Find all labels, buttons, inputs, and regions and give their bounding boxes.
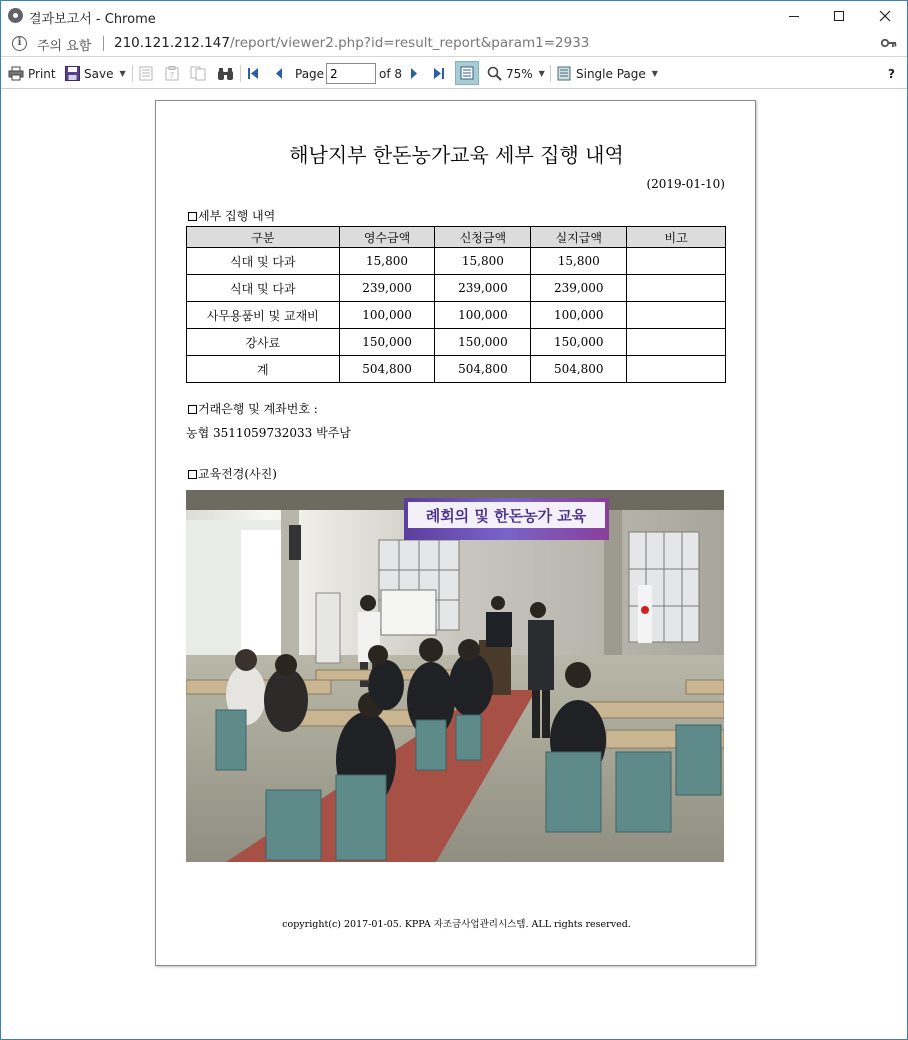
table-cell: 150,000 — [531, 329, 627, 356]
page-view-icon — [460, 66, 474, 80]
zoom-value: 75% — [506, 66, 533, 81]
next-page-icon — [409, 67, 419, 80]
table-cell: 100,000 — [339, 302, 435, 329]
chevron-down-icon: ▼ — [119, 69, 126, 78]
table-cell: 식대 및 다과 — [187, 275, 340, 302]
table-cell: 239,000 — [531, 275, 627, 302]
copy-icon — [190, 66, 206, 81]
table-cell: 식대 및 다과 — [187, 248, 340, 275]
info-icon[interactable]: i — [12, 36, 27, 51]
help-label: ? — [888, 66, 895, 81]
copyright-text: copyright(c) 2017-01-05. KPPA 자조금사업관리시스템. ALL rights reserved. — [282, 919, 631, 930]
table-cell: 15,800 — [531, 248, 627, 275]
svg-text:?: ? — [169, 71, 175, 80]
table-cell: 100,000 — [531, 302, 627, 329]
section-bank-text: 거래은행 및 계좌번호 : — [198, 402, 318, 416]
table-cell: 사무용품비 및 교재비 — [187, 302, 340, 329]
table-cell — [627, 275, 726, 302]
prev-page-icon — [274, 67, 284, 80]
report-viewer[interactable] — [1, 90, 907, 1040]
next-page-button[interactable] — [409, 58, 419, 89]
url-host: 210.121.212.147 — [114, 35, 230, 51]
window-title: 결과보고서 - Chrome — [29, 12, 156, 27]
close-icon — [879, 10, 891, 22]
table-cell: 100,000 — [435, 302, 531, 329]
report-page — [155, 100, 756, 966]
expense-table — [186, 226, 726, 383]
print-layout-button[interactable] — [455, 61, 479, 85]
help-button[interactable] — [888, 58, 895, 89]
section-detail-heading — [188, 207, 275, 224]
print-button[interactable] — [8, 58, 56, 89]
table-row — [187, 275, 726, 302]
maximize-button[interactable] — [816, 1, 862, 31]
page-input[interactable] — [326, 63, 376, 84]
checkbox-square-icon — [188, 212, 197, 221]
chrome-icon — [8, 8, 23, 23]
page-label-text: Page — [295, 66, 325, 81]
section-detail-text: 세부 집행 내역 — [198, 209, 276, 223]
view-mode-label: Single Page — [576, 66, 646, 81]
url-text[interactable] — [114, 35, 589, 51]
chevron-down-icon: ▼ — [538, 69, 545, 78]
last-page-icon — [433, 67, 445, 80]
document-map-button[interactable] — [139, 58, 153, 89]
save-label: Save — [84, 66, 114, 81]
section-bank-heading — [188, 400, 318, 417]
table-header-cell: 신청금액 — [435, 227, 531, 248]
first-page-icon — [247, 67, 259, 80]
page-label — [295, 58, 324, 89]
table-cell: 504,800 — [339, 356, 435, 383]
chevron-down-icon: ▼ — [651, 69, 658, 78]
view-mode-dropdown[interactable] — [557, 58, 658, 89]
address-separator — [103, 36, 104, 51]
education-photo — [186, 490, 724, 862]
table-cell — [627, 356, 726, 383]
copy-button[interactable] — [190, 58, 206, 89]
table-header-cell: 영수금액 — [339, 227, 435, 248]
clipboard-question-icon — [165, 66, 179, 81]
table-cell: 강사료 — [187, 329, 340, 356]
section-photo-heading — [188, 465, 277, 482]
table-header-cell: 구분 — [187, 227, 340, 248]
table-cell — [627, 329, 726, 356]
page-number-field[interactable] — [326, 58, 376, 89]
prev-page-button[interactable] — [274, 58, 284, 89]
section-photo-text: 교육전경(사진) — [198, 467, 277, 481]
document-icon — [139, 66, 153, 81]
minimize-button[interactable] — [771, 1, 817, 31]
parameters-button[interactable] — [165, 58, 179, 89]
classroom-photo-illustration — [186, 490, 724, 862]
table-cell: 150,000 — [435, 329, 531, 356]
table-header-cell: 실지급액 — [531, 227, 627, 248]
banner-text: 례회의 및 한돈농가 교육 — [425, 507, 587, 525]
binoculars-icon — [217, 67, 234, 81]
page-total-text: of 8 — [379, 66, 403, 81]
zoom-icon — [487, 66, 502, 81]
save-icon — [65, 66, 80, 81]
bank-account: 농협 3511059732033 박주남 — [186, 426, 351, 440]
table-header-cell: 비고 — [627, 227, 726, 248]
table-cell: 15,800 — [339, 248, 435, 275]
table-cell — [627, 302, 726, 329]
table-cell: 239,000 — [435, 275, 531, 302]
checkbox-square-icon — [188, 470, 197, 479]
zoom-dropdown[interactable] — [487, 58, 545, 89]
checkbox-square-icon — [188, 405, 197, 414]
table-header-row — [187, 227, 726, 248]
table-cell — [627, 248, 726, 275]
report-title: 해남지부 한돈농가교육 세부 집행 내역 — [289, 143, 624, 167]
page-total — [379, 58, 402, 89]
single-page-icon — [557, 66, 571, 81]
print-icon — [8, 66, 24, 81]
title-bar — [1, 1, 907, 31]
table-cell: 504,800 — [435, 356, 531, 383]
address-bar[interactable] — [1, 31, 907, 57]
table-row — [187, 302, 726, 329]
table-cell: 15,800 — [435, 248, 531, 275]
table-cell: 150,000 — [339, 329, 435, 356]
toolbar-separator — [240, 65, 241, 82]
report-date: (2019-01-10) — [646, 177, 725, 191]
table-cell: 504,800 — [531, 356, 627, 383]
search-button[interactable] — [217, 58, 234, 89]
save-button[interactable] — [65, 58, 126, 89]
last-page-button[interactable] — [433, 58, 445, 89]
table-cell: 계 — [187, 356, 340, 383]
security-warning[interactable]: 주의 요함 — [37, 39, 92, 54]
toolbar-separator — [550, 65, 551, 82]
table-cell: 239,000 — [339, 275, 435, 302]
close-button[interactable] — [862, 1, 908, 31]
print-label: Print — [28, 66, 56, 81]
toolbar-separator — [132, 65, 133, 82]
report-toolbar — [1, 58, 907, 89]
url-path: /report/viewer2.php?id=result_report&param1=2933 — [229, 35, 590, 51]
table-row — [187, 248, 726, 275]
first-page-button[interactable] — [247, 58, 259, 89]
table-total-row — [187, 356, 726, 383]
key-icon[interactable] — [881, 37, 897, 49]
table-row — [187, 329, 726, 356]
